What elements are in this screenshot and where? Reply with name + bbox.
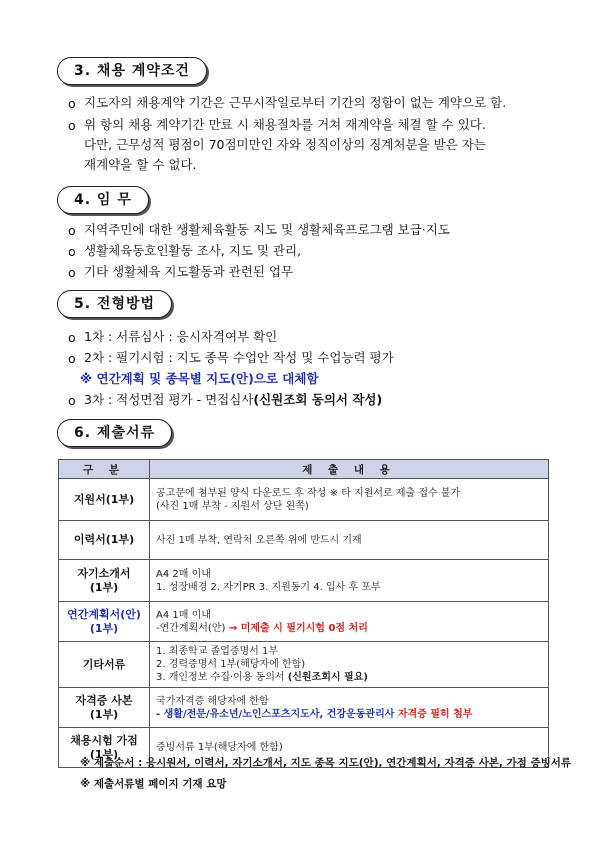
sec3-item-2-cont-2: 재계약을 할 수 없다. (84, 157, 197, 172)
table-row (59, 642, 549, 688)
row-content (150, 688, 549, 728)
row-text: (사진 1매 부착 - 지원서 상단 왼쪽) (156, 500, 309, 512)
table-row (59, 602, 549, 642)
row-label-line: 자기소개서 (77, 566, 131, 580)
row-label-line: (1부) (89, 580, 119, 594)
row-label: 지원서(1부) (59, 479, 150, 521)
row-label-line: 채용시험 가점 (70, 733, 138, 747)
row-label (59, 560, 150, 602)
sec5-item-1: 1차 : 서류심사 : 응시자격여부 확인 (84, 329, 278, 344)
bullet: o (68, 223, 76, 238)
row-label-line: (1부) (89, 747, 119, 761)
sec4-item-3: 기타 생활체육 지도활동과 관련된 업무 (84, 264, 294, 279)
row-text (156, 622, 542, 635)
bullet: o (68, 393, 76, 408)
bullet: o (68, 330, 76, 345)
row-text: 국가자격증 해당자에 한함 (156, 695, 269, 707)
row-text: 1. 성장배경 2. 자기PR 3. 지원동기 4. 입사 후 포부 (156, 581, 381, 593)
row-label: 기타서류 (59, 642, 150, 688)
table-row (59, 688, 549, 728)
sec5-item-3-bold: (신원조회 동의서 작성) (253, 392, 383, 407)
row-text: 공고문에 첨부된 양식 다운로드 후 작성 ※ 타 지원서로 제출 접수 불가 (156, 487, 461, 499)
row-text: A4 2매 이내 (156, 568, 211, 580)
row-label-line: (1부) (89, 621, 119, 635)
bullet: o (68, 118, 76, 133)
row-content (150, 642, 549, 688)
row-label-line: 자격증 사본 (75, 693, 133, 707)
section-6-title: 6. 제출서류 (57, 419, 172, 447)
sec3-item-1: 지도자의 채용계약 기간은 근무시작일로부터 기간의 정함이 없는 계약으로 함. (84, 95, 507, 110)
section-5-title: 5. 전형방법 (57, 290, 172, 318)
row-text-part: 3. 개인정보 수집·이용 동의서 (156, 672, 288, 683)
table-row (59, 560, 549, 602)
row-content: 증빙서류 1부(해당자에 한함) (150, 728, 549, 768)
row-label (59, 688, 150, 728)
table-header-content: 제 출 내 용 (150, 460, 549, 479)
row-label-line: 연간계획서(안) (67, 607, 141, 621)
footnote-page: ※ 제출서류별 페이지 기재 요망 (80, 778, 227, 790)
bullet: o (68, 244, 76, 259)
row-content (150, 479, 549, 521)
row-content (150, 602, 549, 642)
row-text-warning: → 미제출 시 필기시험 0점 처리 (225, 622, 368, 634)
bullet: o (68, 96, 76, 111)
row-label: 이력서(1부) (59, 521, 150, 560)
sec3-item-2-cont-1: 다만, 근무성적 평점이 70점미만인 자와 정직이상의 징계처분을 받은 자는 (84, 137, 486, 152)
sec4-item-2: 생활체육동호인활동 조사, 지도 및 관리, (84, 243, 302, 258)
row-text-part: -연간계획서(안) (156, 622, 226, 634)
row-text: 2. 경력증명서 1부(해당자에 한함) (156, 659, 306, 670)
documents-table (58, 459, 549, 768)
footnote-order: ※ 제출순서 : 응시원서, 이력서, 자기소개서, 지도 종목 지도(안), 연간계획서, 자격증 사본, 가점 증빙서류 (80, 757, 572, 769)
sec5-item-3-text: 3차 : 적성면접 평가 - 면접심사 (84, 392, 254, 407)
row-text (156, 671, 542, 684)
section-3-title: 3. 채용 계약조건 (57, 57, 207, 85)
row-content (150, 560, 549, 602)
table-row (59, 479, 549, 521)
row-label (59, 602, 150, 642)
row-text: 1. 최종학교 졸업증명서 1부 (156, 646, 279, 657)
sec5-note: ※ 연간계획 및 종목별 지도(안)으로 대체함 (80, 371, 319, 386)
sec4-item-1: 지역주민에 대한 생활체육활동 지도 및 생활체육프로그램 보급·지도 (84, 222, 450, 237)
row-content: 사진 1매 부착, 연락처 오른쪽 위에 반드시 기재 (150, 521, 549, 560)
table-header-category: 구 분 (59, 460, 150, 479)
section-4-title: 4. 임 무 (57, 186, 149, 214)
row-text-warning: 자격증 필히 첨부 (394, 708, 473, 720)
row-text (156, 708, 542, 721)
bullet: o (68, 265, 76, 280)
sec3-item-2: 위 항의 채용 계약기간 만료 시 채용절차를 거쳐 재계약을 체결 할 수 있다. (84, 117, 486, 132)
row-text-bold: (신원조회시 필요) (287, 672, 368, 683)
sec5-item-2: 2차 : 필기시험 : 지도 종목 수업안 작성 및 수업능력 평가 (84, 350, 394, 365)
table-row (59, 521, 549, 560)
sec5-item-3 (84, 390, 382, 410)
row-text: A4 1매 이내 (156, 609, 211, 621)
row-text-blue: - 생활/전문/유소년/노인스포츠지도사, 건강운동관리사 (156, 708, 395, 720)
bullet: o (68, 351, 76, 366)
row-label-line: (1부) (89, 707, 119, 721)
